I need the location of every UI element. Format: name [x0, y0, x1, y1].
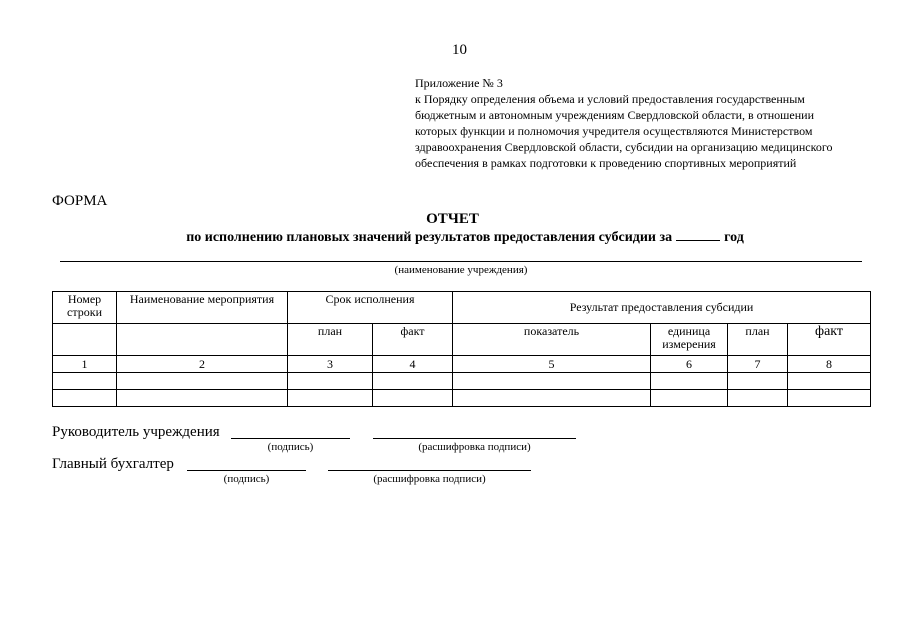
column-number: 8: [788, 356, 871, 373]
form-label: ФОРМА: [52, 193, 108, 209]
header-empty-cell: [117, 324, 288, 356]
table-cell[interactable]: [117, 390, 288, 407]
institution-name-line[interactable]: [60, 261, 862, 262]
report-title: ОТЧЕТ: [426, 211, 479, 227]
year-blank-field[interactable]: [676, 230, 720, 241]
column-number: 6: [651, 356, 728, 373]
accountant-signature-label: Главный бухгалтер: [52, 456, 174, 472]
column-number: 2: [117, 356, 288, 373]
table-cell[interactable]: [117, 373, 288, 390]
accountant-signature-line[interactable]: [187, 470, 306, 471]
column-number: 5: [453, 356, 651, 373]
table-cell[interactable]: [53, 373, 117, 390]
table-cell[interactable]: [453, 373, 651, 390]
appendix-line: бюджетным и автономным учреждениям Свердловской области, в отношении: [415, 108, 814, 122]
appendix-line: здравоохранения Свердловской области, субсидии на организацию медицинского: [415, 140, 833, 154]
appendix-line: обеспечения в рамках подготовки к проведению спортивных мероприятий: [415, 156, 797, 170]
report-table: [52, 291, 871, 407]
header-deadline-fact: факт: [373, 324, 453, 356]
header-deadline: Срок исполнения: [288, 292, 453, 324]
table-cell[interactable]: [651, 373, 728, 390]
institution-caption: (наименование учреждения): [394, 264, 528, 276]
header-result-plan: план: [728, 324, 788, 356]
table-cell[interactable]: [788, 390, 871, 407]
table-cell[interactable]: [651, 390, 728, 407]
appendix-header: [415, 75, 875, 171]
column-number: 3: [288, 356, 373, 373]
table-row: [53, 373, 871, 390]
column-number: 1: [53, 356, 117, 373]
header-activity: Наименование мероприятия: [117, 292, 288, 324]
report-subtitle-prefix: по исполнению плановых значений результатов предоставления субсидии за: [186, 230, 673, 245]
head-decoding-caption: (расшифровка подписи): [418, 441, 531, 453]
column-number: 4: [373, 356, 453, 373]
header-deadline-plan: план: [288, 324, 373, 356]
table-cell[interactable]: [373, 373, 453, 390]
table-cell[interactable]: [53, 390, 117, 407]
appendix-line: которых функции и полномочия учредителя осуществляются Министерством: [415, 124, 813, 138]
header-row-number: Номер строки: [53, 292, 117, 324]
report-subtitle-suffix: год: [724, 230, 744, 245]
appendix-line: к Порядку определения объема и условий предоставления государственным: [415, 92, 805, 106]
table-cell[interactable]: [728, 373, 788, 390]
head-signature-caption: (подпись): [267, 441, 314, 453]
header-result-fact: факт: [788, 324, 871, 356]
column-number: 7: [728, 356, 788, 373]
page-number: 10: [452, 42, 467, 58]
accountant-decoding-line[interactable]: [328, 470, 531, 471]
header-empty-cell: [53, 324, 117, 356]
header-result: Результат предоставления субсидии: [453, 292, 871, 324]
accountant-decoding-caption: (расшифровка подписи): [373, 473, 486, 485]
table-cell[interactable]: [788, 373, 871, 390]
report-subtitle: [120, 230, 810, 246]
table-cell[interactable]: [453, 390, 651, 407]
accountant-signature-caption: (подпись): [223, 473, 270, 485]
table-cell[interactable]: [373, 390, 453, 407]
table-cell[interactable]: [728, 390, 788, 407]
table-row: [53, 390, 871, 407]
header-unit: единица измерения: [651, 324, 728, 356]
head-signature-label: Руководитель учреждения: [52, 424, 220, 440]
appendix-title: Приложение № 3: [415, 76, 503, 90]
head-signature-line[interactable]: [231, 438, 350, 439]
table-cell[interactable]: [288, 390, 373, 407]
header-indicator: показатель: [453, 324, 651, 356]
table-cell[interactable]: [288, 373, 373, 390]
head-decoding-line[interactable]: [373, 438, 576, 439]
